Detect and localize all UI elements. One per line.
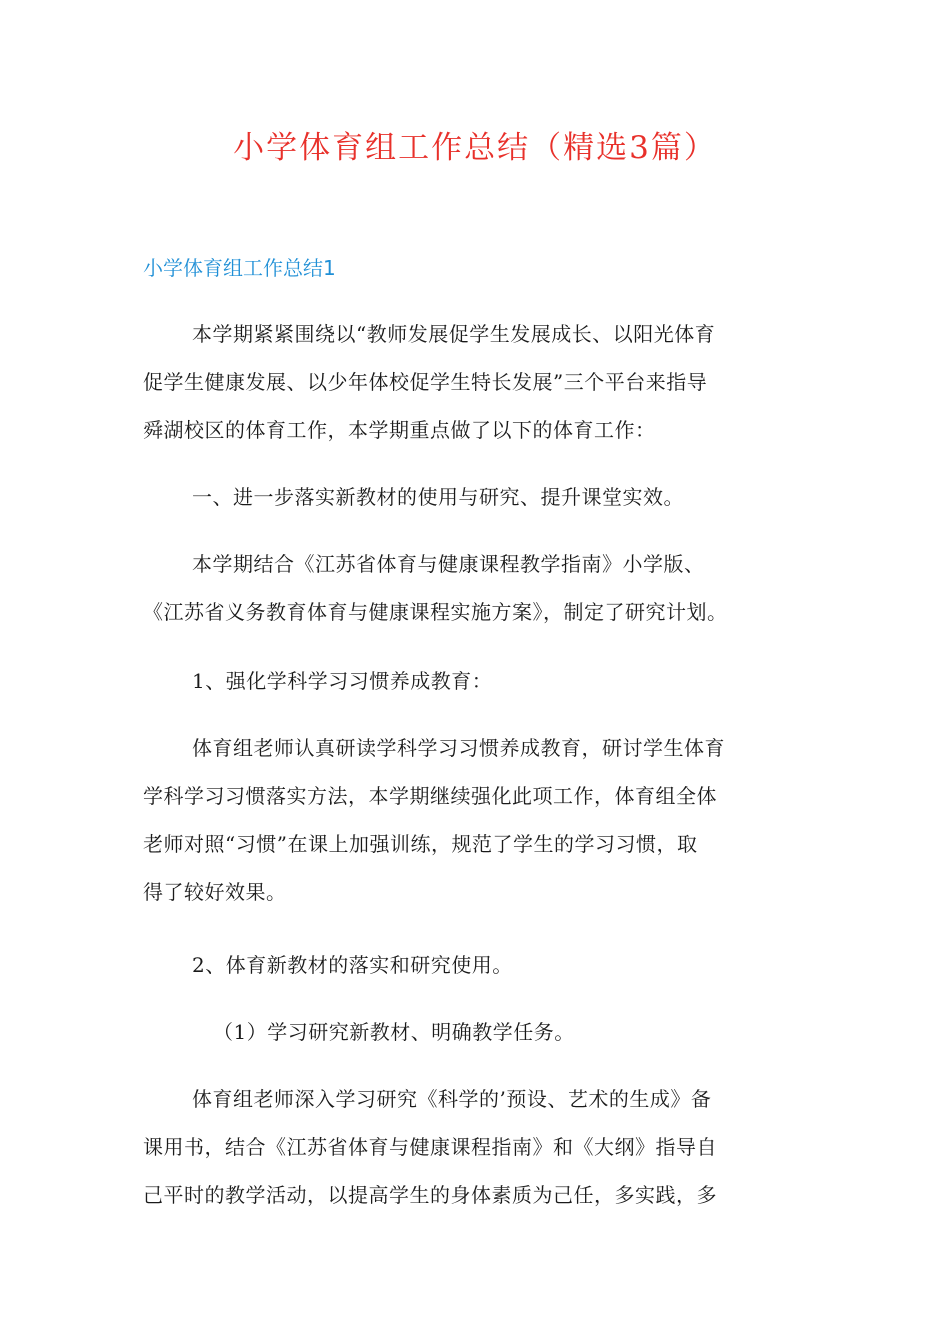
paragraph-intro <box>143 310 823 454</box>
paragraph-textbook <box>143 1075 823 1219</box>
paragraph-subpoint-one <box>143 657 823 705</box>
paragraph-line: 老师对照“习惯”在课上加强训练，规范了学生的学习习惯，取 <box>143 832 698 856</box>
paragraph-item-one <box>143 1008 823 1056</box>
paragraph-line: 《江苏省义务教育体育与健康课程实施方案》，制定了研究计划。 <box>143 600 728 624</box>
paragraph-line: 促学生健康发展、以少年体校促学生特长发展”三个平台来指导 <box>143 370 708 394</box>
paragraph-line: 体育组老师深入学习研究《科学的’预设、艺术的生成》备 <box>192 1087 712 1111</box>
paragraph-line: 得了较好效果。 <box>143 880 287 904</box>
paragraph-line: 舜湖校区的体育工作，本学期重点做了以下的体育工作： <box>143 418 656 442</box>
paragraph-line: 1、强化学科学习习惯养成教育： <box>192 669 493 693</box>
paragraph-subpoint-two <box>143 941 823 989</box>
paragraph-habits <box>143 724 823 916</box>
paragraph-line: 本学期结合《江苏省体育与健康课程教学指南》小学版、 <box>192 552 705 576</box>
document-title: 小学体育组工作总结（精选3篇） <box>233 130 717 166</box>
paragraph-line: 学科学习习惯落实方法，本学期继续强化此项工作，体育组全体 <box>143 784 717 808</box>
paragraph-line: 课用书，结合《江苏省体育与健康课程指南》和《大纲》指导自 <box>143 1135 717 1159</box>
paragraph-line: 本学期紧紧围绕以“教师发展促学生发展成长、以阳光体育 <box>192 322 716 346</box>
paragraph-line: （1）学习研究新教材、明确教学任务。 <box>213 1020 575 1044</box>
paragraph-line: 一、进一步落实新教材的使用与研究、提升课堂实效。 <box>192 485 684 509</box>
paragraph-point-one <box>143 473 823 521</box>
paragraph-line: 体育组老师认真研读学科学习习惯养成教育，研讨学生体育 <box>192 736 725 760</box>
paragraph-line: 2、体育新教材的落实和研究使用。 <box>192 953 513 977</box>
paragraph-guidelines <box>143 540 823 636</box>
section-heading: 小学体育组工作总结1 <box>143 256 336 280</box>
paragraph-line: 己平时的教学活动，以提高学生的身体素质为己任，多实践，多 <box>143 1183 717 1207</box>
